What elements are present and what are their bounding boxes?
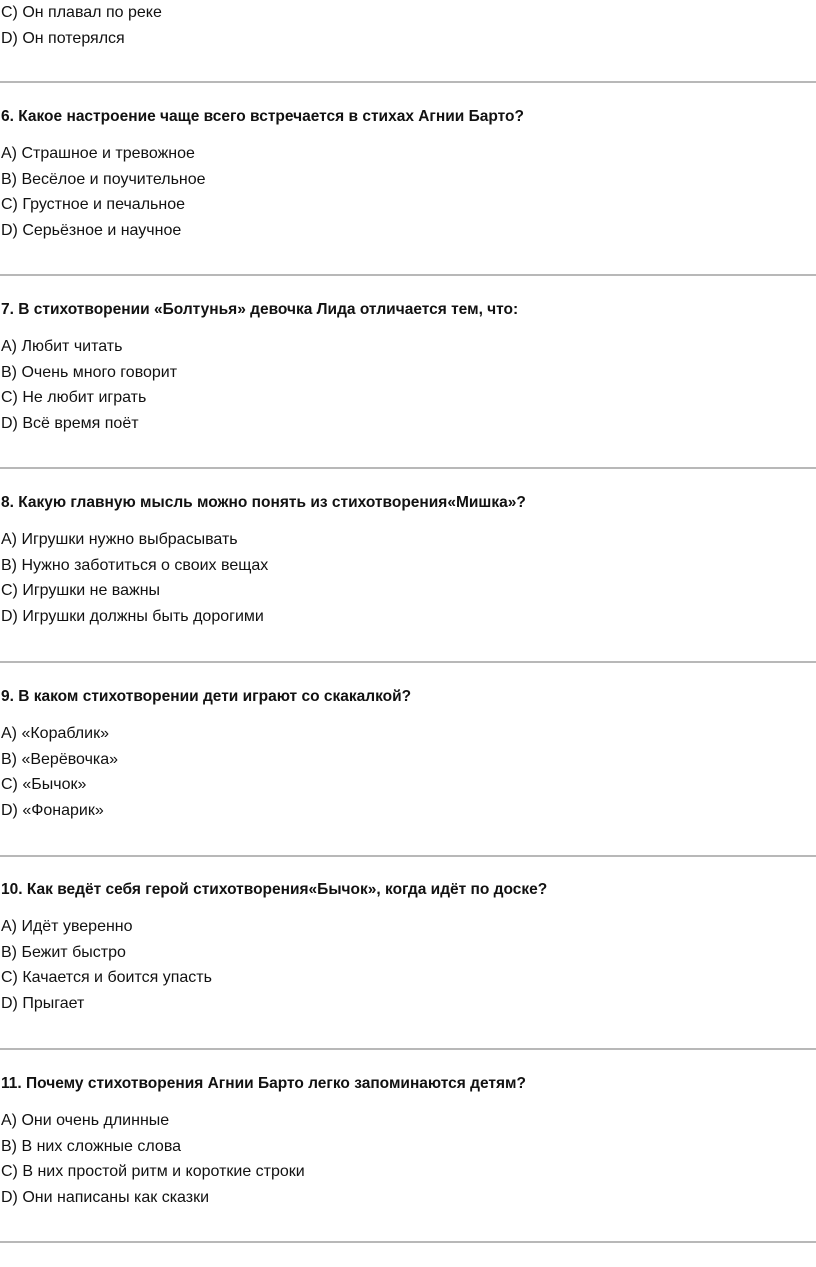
question-title: 10. Как ведёт себя герой стихотворения«Бычок», когда идёт по доске? [1, 881, 548, 898]
answer-option: D) Серьёзное и научное [1, 221, 182, 239]
question-title: 7. В стихотворении «Болтунья» девочка Лида отличается тем, что: [1, 301, 519, 318]
answer-option: C) «Бычок» [1, 776, 87, 793]
section-divider [0, 855, 816, 857]
answer-option: D) Они написаны как сказки [1, 1188, 210, 1206]
section-divider [0, 661, 816, 663]
answer-option: D) Прыгает [1, 994, 85, 1012]
question-7 [1, 299, 813, 436]
question-6 [1, 106, 813, 243]
question-8 [1, 492, 813, 629]
question-9 [1, 686, 813, 823]
question-title: 6. Какое настроение чаще всего встречается в стихах Агнии Барто? [1, 108, 524, 125]
answer-option: B) Нужно заботиться о своих вещах [1, 556, 269, 574]
section-divider [0, 274, 816, 276]
answer-option: A) «Кораблик» [1, 725, 109, 742]
answer-option: D) «Фонарик» [1, 801, 104, 819]
answer-option: B) В них сложные слова [1, 1137, 182, 1155]
answer-option: B) Весёлое и поучительное [1, 170, 206, 188]
previous-question-answers [1, 0, 162, 51]
answer-option: C) Игрушки не важны [1, 582, 161, 599]
answer-option: A) Они очень длинные [1, 1112, 170, 1129]
answer-option: B) Очень много говорит [1, 363, 178, 381]
answer-option: A) Идёт уверенно [1, 918, 133, 935]
question-title: 9. В каком стихотворении дети играют со скакалкой? [1, 688, 412, 705]
answer-option: C) Грустное и печальное [1, 196, 185, 213]
answer-option: A) Любит читать [1, 338, 123, 355]
section-divider [0, 467, 816, 469]
question-title: 11. Почему стихотворения Агнии Барто легко запоминаются детям? [1, 1075, 526, 1092]
section-divider [0, 81, 816, 83]
answer-option: A) Игрушки нужно выбрасывать [1, 531, 238, 548]
question-10 [1, 879, 813, 1016]
answer-option: D) Он потерялся [1, 29, 125, 47]
question-11 [1, 1073, 813, 1210]
answer-option: A) Страшное и тревожное [1, 145, 195, 162]
answer-option: B) «Верёвочка» [1, 750, 119, 768]
answer-option: B) Бежит быстро [1, 943, 126, 961]
answer-option: C) В них простой ритм и короткие строки [1, 1163, 305, 1180]
section-divider [0, 1241, 816, 1243]
answer-option: D) Игрушки должны быть дорогими [1, 607, 264, 625]
section-divider [0, 1048, 816, 1050]
answer-option: D) Всё время поёт [1, 414, 139, 432]
question-title: 8. Какую главную мысль можно понять из стихотворения«Мишка»? [1, 494, 526, 511]
answer-option: C) Качается и боится упасть [1, 969, 212, 986]
answer-option: C) Не любит играть [1, 389, 147, 406]
answer-option: C) Он плавал по реке [1, 4, 162, 21]
